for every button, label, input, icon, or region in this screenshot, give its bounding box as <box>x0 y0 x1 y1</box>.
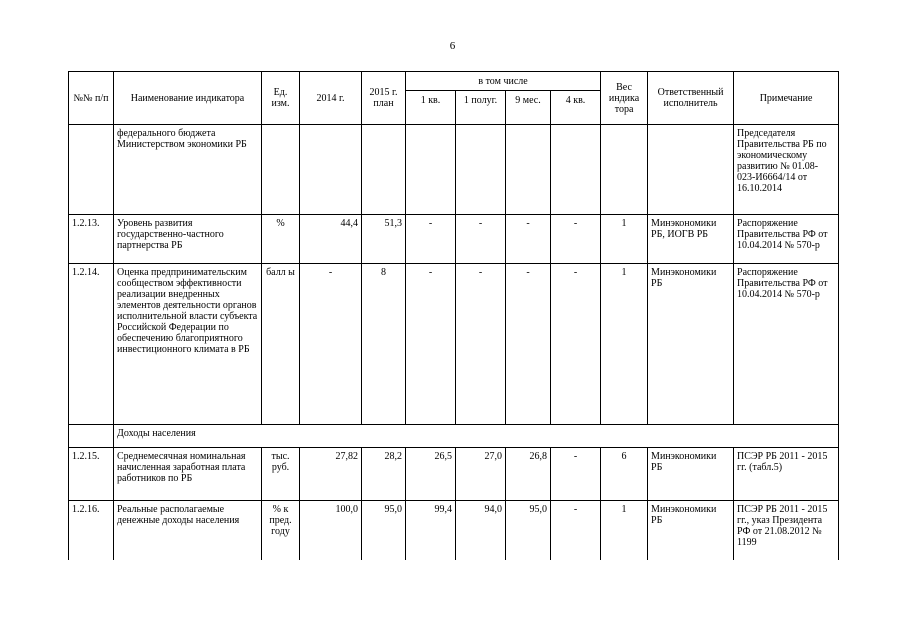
cell-half: 27,0 <box>456 448 506 501</box>
cell-2014: 44,4 <box>300 215 362 264</box>
cell-half: - <box>456 215 506 264</box>
cell-2015 <box>362 125 406 215</box>
cell-half <box>456 125 506 215</box>
header-weight: Вес индика тора <box>601 72 648 125</box>
cell-weight: 6 <box>601 448 648 501</box>
header-9m: 9 мес. <box>506 91 551 125</box>
cell-unit <box>262 125 300 215</box>
cell-q1 <box>406 125 456 215</box>
cell-q4: - <box>551 264 601 425</box>
header-name: Наименование индикатора <box>114 72 262 125</box>
cell-weight <box>601 125 648 215</box>
cell-unit: тыс. руб. <box>262 448 300 501</box>
table-row <box>69 448 839 501</box>
table-row <box>69 125 839 215</box>
cell-q4: - <box>551 215 601 264</box>
cell-2014: 27,82 <box>300 448 362 501</box>
cell-2015: 28,2 <box>362 448 406 501</box>
cell-q4 <box>551 125 601 215</box>
cell-2015: 8 <box>362 264 406 425</box>
header-including: в том числе <box>406 72 601 91</box>
cell-num: 1.2.15. <box>69 448 114 501</box>
cell-q4: - <box>551 501 601 561</box>
cell-responsible <box>648 125 734 215</box>
header-half: 1 полуг. <box>456 91 506 125</box>
cell-weight: 1 <box>601 501 648 561</box>
cell-weight: 1 <box>601 264 648 425</box>
section-row <box>69 425 839 448</box>
cell-name: Реальные располагаемые денежные доходы населения <box>114 501 262 561</box>
cell-9m <box>506 125 551 215</box>
cell-note: ПСЭР РБ 2011 - 2015 гг. (табл.5) <box>734 448 839 501</box>
table-row <box>69 264 839 425</box>
cell-2015: 51,3 <box>362 215 406 264</box>
cell-responsible: Минэкономики РБ <box>648 264 734 425</box>
cell-9m: 95,0 <box>506 501 551 561</box>
cell-name: Уровень развития государственно-частного партнерства РБ <box>114 215 262 264</box>
header-responsible: Ответственный исполнитель <box>648 72 734 125</box>
cell-num <box>69 125 114 215</box>
cell-name: Оценка предпринимательским сообществом эффективности реализации внедренных элементов деятельности органов исполнительной власти субъекта Российской Федерации по обеспечению благоприятного инвестиционного климата в РБ <box>114 264 262 425</box>
page-number: 6 <box>449 40 456 52</box>
cell-num: 1.2.14. <box>69 264 114 425</box>
cell-half: - <box>456 264 506 425</box>
cell-unit: балл ы <box>262 264 300 425</box>
cell-2014 <box>300 125 362 215</box>
cell-half: 94,0 <box>456 501 506 561</box>
cell-num <box>69 425 114 448</box>
header-2014: 2014 г. <box>300 72 362 125</box>
cell-q1: 99,4 <box>406 501 456 561</box>
indicators-table <box>68 71 839 560</box>
cell-q1: - <box>406 215 456 264</box>
header-q1: 1 кв. <box>406 91 456 125</box>
cell-q1: - <box>406 264 456 425</box>
header-q4: 4 кв. <box>551 91 601 125</box>
cell-num: 1.2.16. <box>69 501 114 561</box>
cell-9m: - <box>506 264 551 425</box>
cell-num: 1.2.13. <box>69 215 114 264</box>
cell-unit: % к пред. году <box>262 501 300 561</box>
header-unit: Ед. изм. <box>262 72 300 125</box>
cell-9m: 26,8 <box>506 448 551 501</box>
cell-2015: 95,0 <box>362 501 406 561</box>
cell-name: федерального бюджета Министерством экономики РБ <box>114 125 262 215</box>
cell-2014: 100,0 <box>300 501 362 561</box>
cell-note: Распоряжение Правительства РФ от 10.04.2014 № 570-р <box>734 215 839 264</box>
header-note: Примечание <box>734 72 839 125</box>
cell-2014: - <box>300 264 362 425</box>
table-row <box>69 215 839 264</box>
cell-unit: % <box>262 215 300 264</box>
header-2015: 2015 г. план <box>362 72 406 125</box>
cell-responsible: Минэкономики РБ <box>648 501 734 561</box>
header-num: №№ п/п <box>69 72 114 125</box>
cell-name: Среднемесячная номинальная начисленная заработная плата работников по РБ <box>114 448 262 501</box>
cell-responsible: Минэкономики РБ <box>648 448 734 501</box>
cell-9m: - <box>506 215 551 264</box>
cell-q1: 26,5 <box>406 448 456 501</box>
cell-note: Председателя Правительства РБ по экономическому развитию № 01.08-023-И6664/14 от 16.10.2014 <box>734 125 839 215</box>
cell-note: ПСЭР РБ 2011 - 2015 гг., указ Президента РФ от 21.08.2012 № 1199 <box>734 501 839 561</box>
cell-note: Распоряжение Правительства РФ от 10.04.2014 № 570-р <box>734 264 839 425</box>
section-title: Доходы населения <box>114 425 839 448</box>
cell-weight: 1 <box>601 215 648 264</box>
table-row <box>69 501 839 561</box>
cell-q4: - <box>551 448 601 501</box>
cell-responsible: Минэкономики РБ, ИОГВ РБ <box>648 215 734 264</box>
